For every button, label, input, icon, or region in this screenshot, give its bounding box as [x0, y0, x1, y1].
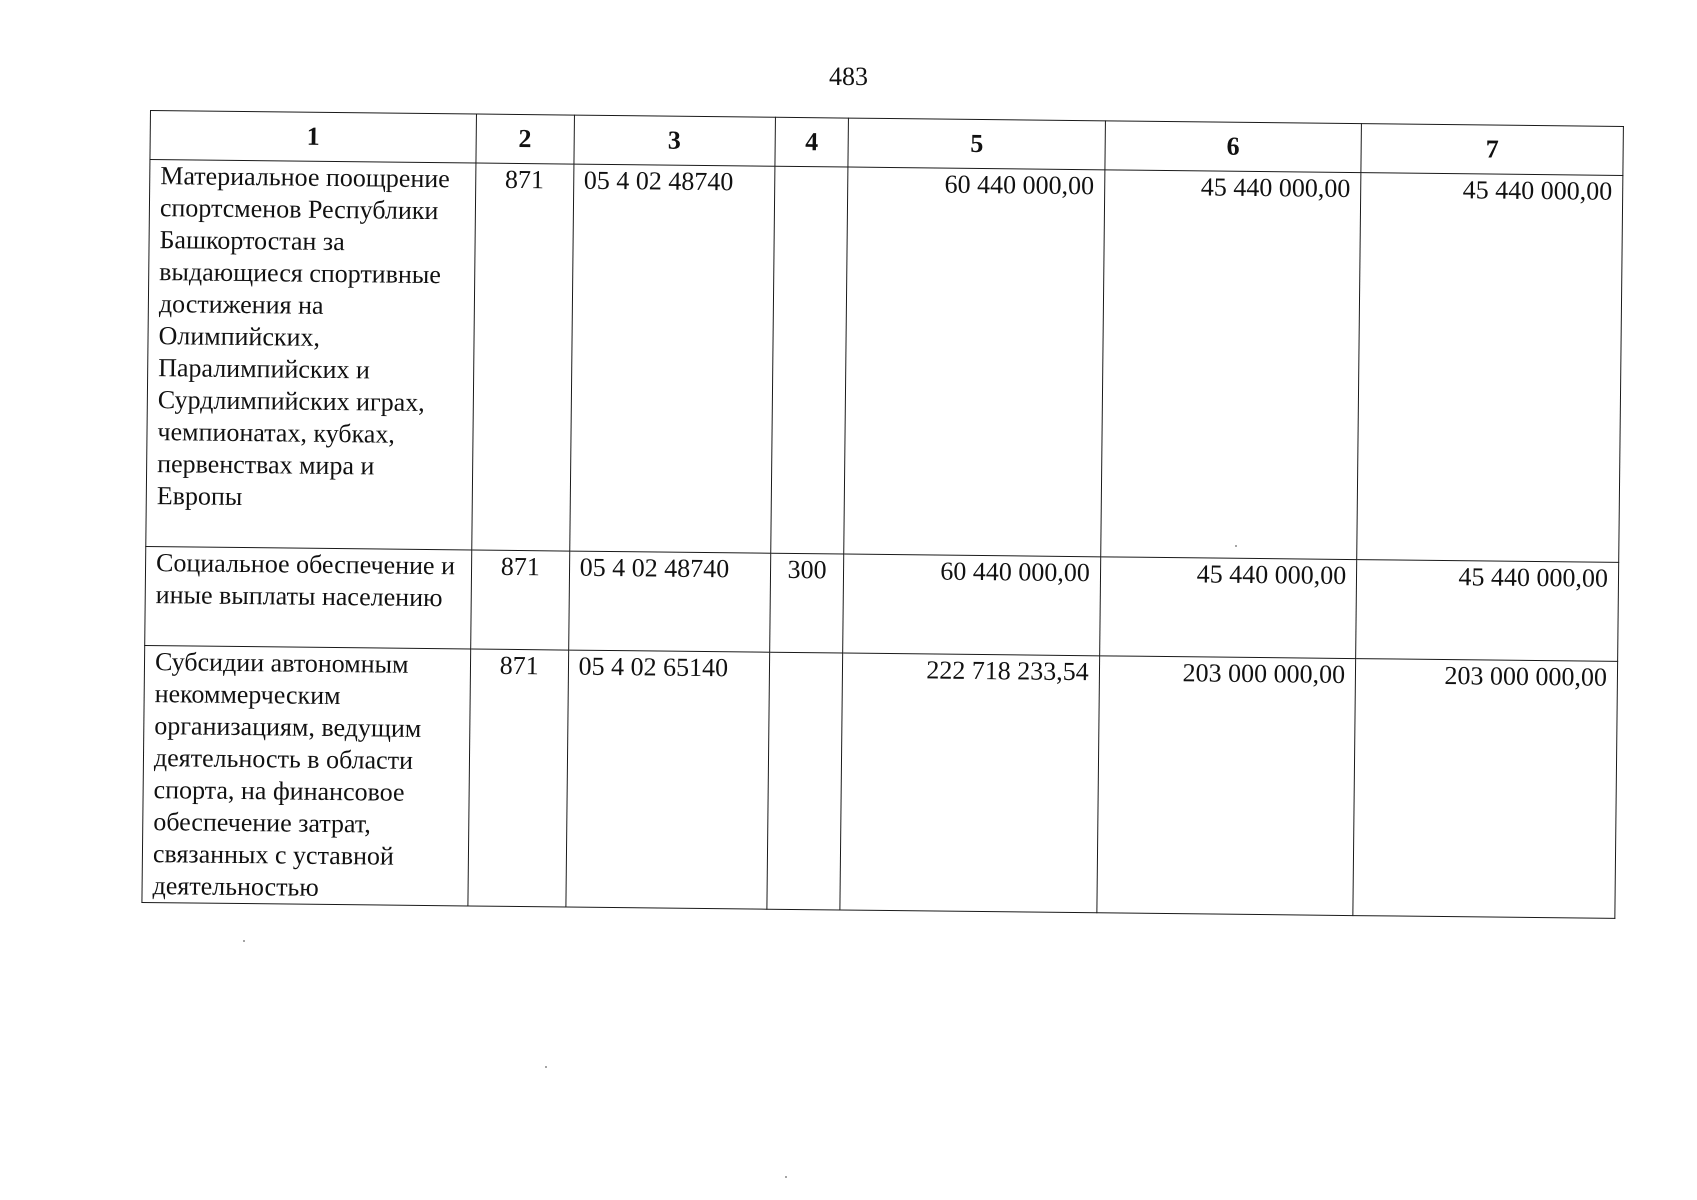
column-header-2: 2: [476, 114, 574, 164]
cell-amount-7: 45 440 000,00: [1356, 560, 1619, 662]
column-header-3: 3: [574, 115, 775, 166]
cell-amount-6: 45 440 000,00: [1101, 170, 1362, 560]
cell-admin-code: 871: [468, 649, 569, 907]
cell-expense-type: [770, 166, 848, 554]
cell-amount-7: 45 440 000,00: [1357, 173, 1623, 563]
cell-admin-code: 871: [471, 550, 570, 650]
cell-amount-5: 60 440 000,00: [844, 167, 1105, 557]
cell-amount-6: 203 000 000,00: [1097, 656, 1356, 916]
column-header-1: 1: [150, 111, 476, 164]
page-number: 483: [829, 62, 868, 91]
table-row: [142, 645, 1618, 918]
cell-amount-5: 222 718 233,54: [840, 653, 1099, 913]
row-name: Субсидии автономным некоммерческим организациям, ведущим деятельность в области спорта, на финансовое обеспечение затрат, связанных с уставной деятельностью: [142, 645, 471, 906]
cell-target-article: 05 4 02 48740: [569, 164, 774, 553]
scan-speck: [785, 1176, 787, 1178]
scan-speck: [243, 940, 245, 942]
scan-speck: [545, 1066, 547, 1068]
cell-amount-7: 203 000 000,00: [1353, 659, 1618, 919]
column-header-7: 7: [1361, 124, 1623, 176]
cell-admin-code: 871: [472, 163, 574, 551]
column-header-5: 5: [848, 118, 1105, 170]
column-header-6: 6: [1105, 121, 1362, 173]
scan-speck: [1235, 545, 1237, 547]
column-header-4: 4: [775, 117, 849, 167]
budget-table-container: [141, 110, 1623, 919]
cell-target-article: 05 4 02 48740: [568, 551, 770, 652]
row-name: Социальное обеспечение и иные выплаты населению: [145, 546, 472, 649]
cell-amount-5: 60 440 000,00: [843, 554, 1100, 656]
cell-expense-type: 300: [769, 553, 844, 653]
row-name: Материальное поощрение спортсменов Республики Башкортостан за выдающиеся спортивные достижения на Олимпийских, Паралимпийских и Сурдлимпийских играх, чемпионатах, кубках, первенствах мира и Европы: [146, 160, 476, 551]
table-row: [146, 160, 1623, 563]
cell-amount-6: 45 440 000,00: [1099, 557, 1356, 659]
cell-target-article: 05 4 02 65140: [566, 650, 770, 909]
budget-table: [141, 110, 1623, 919]
table-row: [145, 546, 1619, 661]
cell-expense-type: [766, 652, 843, 910]
